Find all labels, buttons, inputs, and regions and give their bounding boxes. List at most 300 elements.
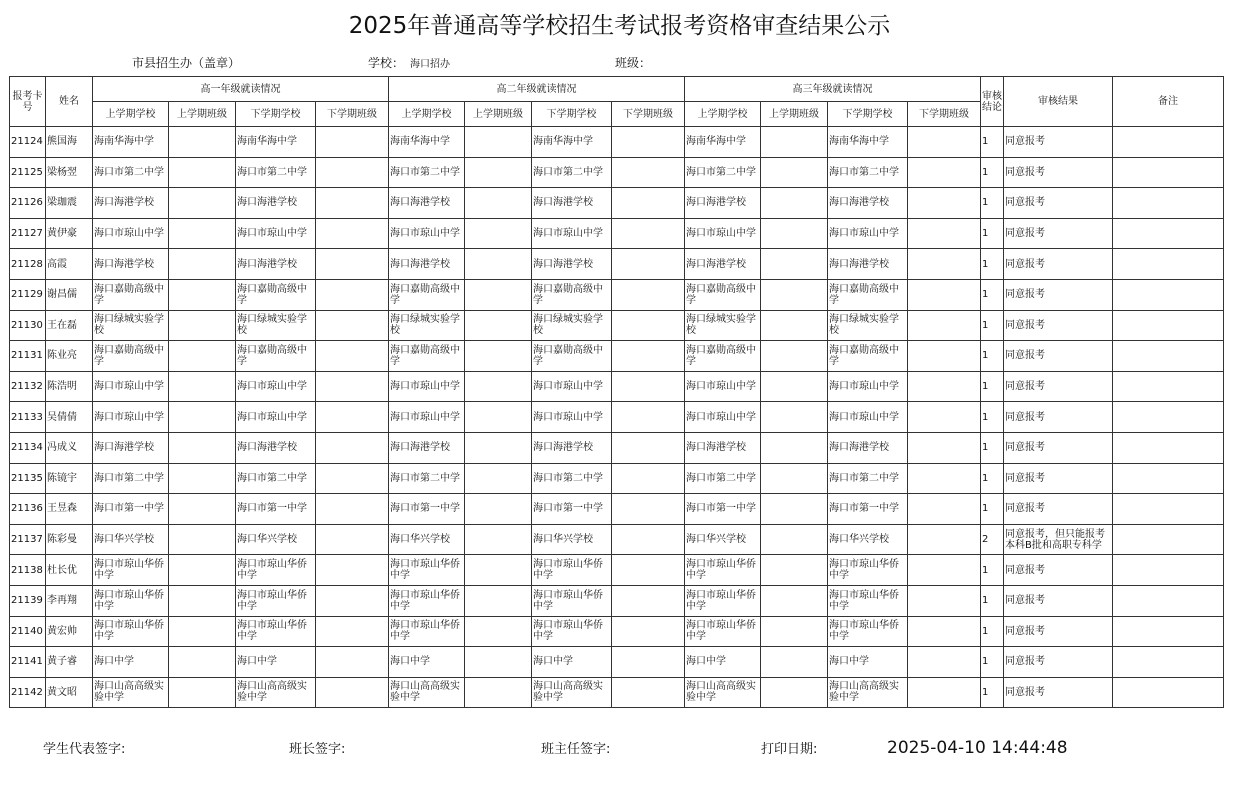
table-row bbox=[10, 432, 1224, 463]
name-cell: 黄文昭 bbox=[46, 677, 93, 708]
second-term-school-cell: 海口嘉勋高级中学 bbox=[532, 341, 612, 372]
second-term-class-cell bbox=[316, 188, 389, 219]
second-term-class-cell bbox=[908, 188, 981, 219]
first-term-school-cell: 海口嘉勋高级中学 bbox=[389, 279, 465, 310]
first-term-class-cell bbox=[465, 188, 532, 219]
results-table bbox=[9, 76, 1224, 708]
second-term-class-cell bbox=[316, 218, 389, 249]
review-result-cell: 同意报考 bbox=[1004, 310, 1113, 341]
remarks-cell bbox=[1113, 371, 1224, 402]
second-term-class-cell bbox=[316, 463, 389, 494]
remarks-cell bbox=[1113, 279, 1224, 310]
second-term-class-cell bbox=[612, 188, 685, 219]
second-term-school-cell: 海口海港学校 bbox=[532, 432, 612, 463]
remarks-cell bbox=[1113, 555, 1224, 586]
first-term-class-cell bbox=[169, 371, 236, 402]
remarks-cell bbox=[1113, 463, 1224, 494]
first-term-school-cell: 海口海港学校 bbox=[93, 432, 169, 463]
first-term-school-cell: 海口市琼山中学 bbox=[685, 371, 761, 402]
second-term-class-cell bbox=[908, 249, 981, 280]
second-term-school-cell: 海口中学 bbox=[532, 647, 612, 678]
table-row bbox=[10, 371, 1224, 402]
header-review-conclusion: 审核结论 bbox=[981, 77, 1004, 127]
first-term-school-cell: 海口华兴学校 bbox=[685, 524, 761, 555]
second-term-class-cell bbox=[316, 310, 389, 341]
first-term-class-cell bbox=[465, 279, 532, 310]
first-term-school-cell: 海口海港学校 bbox=[389, 432, 465, 463]
second-term-school-cell: 海口市琼山中学 bbox=[828, 218, 908, 249]
first-term-class-cell bbox=[465, 524, 532, 555]
header-grade1: 高一年级就读情况 bbox=[93, 77, 389, 102]
header-grade2: 高二年级就读情况 bbox=[389, 77, 685, 102]
review-conclusion-cell: 1 bbox=[981, 555, 1004, 586]
first-term-class-cell bbox=[169, 585, 236, 616]
first-term-school-cell: 海口海港学校 bbox=[685, 249, 761, 280]
review-conclusion-cell: 1 bbox=[981, 585, 1004, 616]
first-term-class-cell bbox=[169, 647, 236, 678]
subheader-cell: 下学期学校 bbox=[828, 102, 908, 127]
first-term-school-cell: 海口中学 bbox=[389, 647, 465, 678]
card-no-cell: 21139 bbox=[10, 585, 46, 616]
name-cell: 黄伊豪 bbox=[46, 218, 93, 249]
review-result-cell: 同意报考 bbox=[1004, 677, 1113, 708]
card-no-cell: 21137 bbox=[10, 524, 46, 555]
review-conclusion-cell: 1 bbox=[981, 249, 1004, 280]
second-term-school-cell: 海口市第一中学 bbox=[532, 494, 612, 525]
first-term-class-cell bbox=[761, 524, 828, 555]
first-term-school-cell: 海口市第二中学 bbox=[685, 463, 761, 494]
second-term-school-cell: 海口海港学校 bbox=[828, 249, 908, 280]
second-term-school-cell: 海口市琼山中学 bbox=[828, 371, 908, 402]
name-cell: 李再翔 bbox=[46, 585, 93, 616]
second-term-school-cell: 海口华兴学校 bbox=[532, 524, 612, 555]
class-label: 班级： bbox=[615, 56, 652, 70]
first-term-school-cell: 海南华海中学 bbox=[685, 127, 761, 158]
first-term-school-cell: 海口绿城实验学校 bbox=[389, 310, 465, 341]
first-term-school-cell: 海南华海中学 bbox=[389, 127, 465, 158]
first-term-class-cell bbox=[169, 341, 236, 372]
second-term-school-cell: 海口嘉勋高级中学 bbox=[236, 279, 316, 310]
subheader-cell: 上学期班级 bbox=[465, 102, 532, 127]
first-term-school-cell: 海口市第二中学 bbox=[93, 157, 169, 188]
name-cell: 熊国海 bbox=[46, 127, 93, 158]
card-no-cell: 21128 bbox=[10, 249, 46, 280]
card-no-cell: 21134 bbox=[10, 432, 46, 463]
review-result-cell: 同意报考 bbox=[1004, 341, 1113, 372]
card-no-cell: 21127 bbox=[10, 218, 46, 249]
first-term-school-cell: 海南华海中学 bbox=[93, 127, 169, 158]
first-term-school-cell: 海口市琼山华侨中学 bbox=[389, 616, 465, 647]
second-term-class-cell bbox=[612, 157, 685, 188]
table-row bbox=[10, 647, 1224, 678]
second-term-class-cell bbox=[908, 157, 981, 188]
first-term-school-cell: 海口嘉勋高级中学 bbox=[389, 341, 465, 372]
review-conclusion-cell: 1 bbox=[981, 188, 1004, 219]
card-no-cell: 21142 bbox=[10, 677, 46, 708]
second-term-class-cell bbox=[612, 402, 685, 433]
second-term-class-cell bbox=[908, 432, 981, 463]
first-term-school-cell: 海口市琼山华侨中学 bbox=[685, 616, 761, 647]
second-term-school-cell: 海口市第二中学 bbox=[532, 157, 612, 188]
review-result-cell: 同意报考 bbox=[1004, 555, 1113, 586]
subheader-cell: 下学期班级 bbox=[908, 102, 981, 127]
first-term-school-cell: 海口市琼山中学 bbox=[685, 218, 761, 249]
second-term-school-cell: 海口市第二中学 bbox=[828, 463, 908, 494]
first-term-school-cell: 海口海港学校 bbox=[93, 188, 169, 219]
review-conclusion-cell: 1 bbox=[981, 616, 1004, 647]
remarks-cell bbox=[1113, 310, 1224, 341]
second-term-class-cell bbox=[316, 432, 389, 463]
header-row-top bbox=[10, 77, 1224, 102]
name-cell: 梁珈震 bbox=[46, 188, 93, 219]
card-no-cell: 21129 bbox=[10, 279, 46, 310]
first-term-school-cell: 海口市第二中学 bbox=[93, 463, 169, 494]
review-result-cell: 同意报考 bbox=[1004, 432, 1113, 463]
review-conclusion-cell: 1 bbox=[981, 494, 1004, 525]
second-term-class-cell bbox=[908, 647, 981, 678]
first-term-school-cell: 海口市琼山中学 bbox=[685, 402, 761, 433]
first-term-school-cell: 海口嘉勋高级中学 bbox=[685, 341, 761, 372]
second-term-school-cell: 海口市琼山中学 bbox=[532, 402, 612, 433]
second-term-school-cell: 海口嘉勋高级中学 bbox=[828, 279, 908, 310]
first-term-school-cell: 海口市第一中学 bbox=[685, 494, 761, 525]
first-term-school-cell: 海口市琼山中学 bbox=[93, 402, 169, 433]
school-value: 海口招办 bbox=[410, 59, 451, 70]
first-term-class-cell bbox=[169, 310, 236, 341]
table-row bbox=[10, 402, 1224, 433]
second-term-class-cell bbox=[316, 494, 389, 525]
first-term-class-cell bbox=[169, 524, 236, 555]
first-term-class-cell bbox=[761, 555, 828, 586]
second-term-class-cell bbox=[316, 341, 389, 372]
review-conclusion-cell: 1 bbox=[981, 432, 1004, 463]
first-term-school-cell: 海口市第二中学 bbox=[389, 157, 465, 188]
first-term-school-cell: 海口中学 bbox=[93, 647, 169, 678]
name-cell: 高霞 bbox=[46, 249, 93, 280]
page-title: 2025年普通高等学校招生考试报考资格审查结果公示 bbox=[348, 13, 891, 39]
first-term-class-cell bbox=[465, 249, 532, 280]
name-cell: 陈彩曼 bbox=[46, 524, 93, 555]
card-no-cell: 21126 bbox=[10, 188, 46, 219]
second-term-class-cell bbox=[612, 463, 685, 494]
second-term-school-cell: 海口山高高级实验中学 bbox=[828, 677, 908, 708]
first-term-school-cell: 海口市琼山华侨中学 bbox=[389, 555, 465, 586]
second-term-class-cell bbox=[316, 279, 389, 310]
second-term-class-cell bbox=[316, 677, 389, 708]
first-term-school-cell: 海口市琼山中学 bbox=[389, 402, 465, 433]
second-term-school-cell: 海口嘉勋高级中学 bbox=[828, 341, 908, 372]
name-cell: 黄子睿 bbox=[46, 647, 93, 678]
second-term-school-cell: 海口海港学校 bbox=[828, 188, 908, 219]
second-term-class-cell bbox=[908, 402, 981, 433]
first-term-school-cell: 海口嘉勋高级中学 bbox=[93, 279, 169, 310]
first-term-school-cell: 海口山高高级实验中学 bbox=[685, 677, 761, 708]
card-no-cell: 21141 bbox=[10, 647, 46, 678]
first-term-school-cell: 海口嘉勋高级中学 bbox=[685, 279, 761, 310]
second-term-school-cell: 海口市琼山华侨中学 bbox=[532, 555, 612, 586]
school-label: 学校： bbox=[368, 56, 405, 70]
remarks-cell bbox=[1113, 249, 1224, 280]
first-term-class-cell bbox=[169, 677, 236, 708]
remarks-cell bbox=[1113, 524, 1224, 555]
remarks-cell bbox=[1113, 616, 1224, 647]
first-term-class-cell bbox=[465, 310, 532, 341]
review-result-cell: 同意报考 bbox=[1004, 616, 1113, 647]
remarks-cell bbox=[1113, 402, 1224, 433]
second-term-class-cell bbox=[316, 249, 389, 280]
name-cell: 谢昌儒 bbox=[46, 279, 93, 310]
first-term-class-cell bbox=[169, 279, 236, 310]
second-term-school-cell: 海口山高高级实验中学 bbox=[236, 677, 316, 708]
card-no-cell: 21132 bbox=[10, 371, 46, 402]
first-term-school-cell: 海口华兴学校 bbox=[93, 524, 169, 555]
second-term-class-cell bbox=[316, 585, 389, 616]
review-result-cell: 同意报考 bbox=[1004, 218, 1113, 249]
second-term-school-cell: 海口市琼山华侨中学 bbox=[828, 555, 908, 586]
print-date-value: 2025-04-10 14:44:48 bbox=[887, 738, 1068, 758]
card-no-cell: 21140 bbox=[10, 616, 46, 647]
school-field bbox=[368, 55, 450, 73]
second-term-class-cell bbox=[612, 341, 685, 372]
name-cell: 吴倩倩 bbox=[46, 402, 93, 433]
remarks-cell bbox=[1113, 494, 1224, 525]
table-row bbox=[10, 524, 1224, 555]
first-term-school-cell: 海口市琼山中学 bbox=[93, 218, 169, 249]
second-term-class-cell bbox=[316, 647, 389, 678]
card-no-cell: 21131 bbox=[10, 341, 46, 372]
second-term-class-cell bbox=[908, 585, 981, 616]
review-result-cell: 同意报考 bbox=[1004, 157, 1113, 188]
name-cell: 杜长优 bbox=[46, 555, 93, 586]
first-term-school-cell: 海口市第二中学 bbox=[389, 463, 465, 494]
first-term-class-cell bbox=[169, 188, 236, 219]
second-term-school-cell: 海口市琼山华侨中学 bbox=[236, 585, 316, 616]
name-cell: 王昱森 bbox=[46, 494, 93, 525]
first-term-school-cell: 海口华兴学校 bbox=[389, 524, 465, 555]
second-term-class-cell bbox=[908, 310, 981, 341]
first-term-school-cell: 海口海港学校 bbox=[389, 249, 465, 280]
second-term-school-cell: 海口市琼山华侨中学 bbox=[828, 585, 908, 616]
first-term-class-cell bbox=[465, 432, 532, 463]
header-review-result: 审核结果 bbox=[1004, 77, 1113, 127]
first-term-school-cell: 海口市第一中学 bbox=[93, 494, 169, 525]
subheader-cell: 上学期学校 bbox=[389, 102, 465, 127]
first-term-class-cell bbox=[761, 585, 828, 616]
second-term-class-cell bbox=[612, 647, 685, 678]
remarks-cell bbox=[1113, 341, 1224, 372]
first-term-class-cell bbox=[465, 157, 532, 188]
second-term-class-cell bbox=[316, 127, 389, 158]
second-term-school-cell: 海口市琼山华侨中学 bbox=[236, 555, 316, 586]
review-conclusion-cell: 1 bbox=[981, 157, 1004, 188]
first-term-class-cell bbox=[465, 585, 532, 616]
first-term-school-cell: 海口海港学校 bbox=[93, 249, 169, 280]
second-term-class-cell bbox=[908, 371, 981, 402]
table-row bbox=[10, 494, 1224, 525]
name-cell: 梁杨翌 bbox=[46, 157, 93, 188]
review-conclusion-cell: 1 bbox=[981, 677, 1004, 708]
review-result-cell: 同意报考 bbox=[1004, 188, 1113, 219]
second-term-class-cell bbox=[612, 677, 685, 708]
review-result-cell: 同意报考 bbox=[1004, 463, 1113, 494]
second-term-school-cell: 海口海港学校 bbox=[532, 249, 612, 280]
second-term-class-cell bbox=[908, 279, 981, 310]
first-term-school-cell: 海口市第二中学 bbox=[685, 157, 761, 188]
table-row bbox=[10, 341, 1224, 372]
first-term-school-cell: 海口市琼山中学 bbox=[389, 371, 465, 402]
second-term-school-cell: 海口华兴学校 bbox=[828, 524, 908, 555]
review-conclusion-cell: 1 bbox=[981, 402, 1004, 433]
subheader-cell: 上学期班级 bbox=[761, 102, 828, 127]
subheader-cell: 上学期学校 bbox=[93, 102, 169, 127]
first-term-class-cell bbox=[169, 249, 236, 280]
second-term-school-cell: 海口海港学校 bbox=[236, 432, 316, 463]
review-conclusion-cell: 1 bbox=[981, 463, 1004, 494]
second-term-school-cell: 海口市琼山华侨中学 bbox=[532, 585, 612, 616]
second-term-class-cell bbox=[908, 127, 981, 158]
first-term-school-cell: 海口海港学校 bbox=[685, 432, 761, 463]
table-row bbox=[10, 249, 1224, 280]
review-result-cell: 同意报考，但只能报考本科B批和高职专科学 bbox=[1004, 524, 1113, 555]
second-term-school-cell: 海口绿城实验学校 bbox=[532, 310, 612, 341]
second-term-school-cell: 海口海港学校 bbox=[236, 249, 316, 280]
remarks-cell bbox=[1113, 218, 1224, 249]
second-term-class-cell bbox=[316, 616, 389, 647]
first-term-class-cell bbox=[761, 677, 828, 708]
subheader-cell: 上学期学校 bbox=[685, 102, 761, 127]
second-term-class-cell bbox=[612, 524, 685, 555]
first-term-class-cell bbox=[169, 463, 236, 494]
review-conclusion-cell: 1 bbox=[981, 127, 1004, 158]
first-term-class-cell bbox=[465, 341, 532, 372]
second-term-school-cell: 海口华兴学校 bbox=[236, 524, 316, 555]
subheader-cell: 下学期班级 bbox=[612, 102, 685, 127]
first-term-class-cell bbox=[761, 249, 828, 280]
second-term-class-cell bbox=[316, 555, 389, 586]
first-term-class-cell bbox=[761, 494, 828, 525]
header-remarks: 备注 bbox=[1113, 77, 1224, 127]
subheader-cell: 下学期班级 bbox=[316, 102, 389, 127]
review-result-cell: 同意报考 bbox=[1004, 494, 1113, 525]
review-result-cell: 同意报考 bbox=[1004, 371, 1113, 402]
second-term-school-cell: 海口海港学校 bbox=[236, 188, 316, 219]
first-term-class-cell bbox=[465, 555, 532, 586]
first-term-class-cell bbox=[465, 402, 532, 433]
first-term-school-cell: 海口山高高级实验中学 bbox=[389, 677, 465, 708]
subheader-cell: 上学期班级 bbox=[169, 102, 236, 127]
second-term-class-cell bbox=[908, 616, 981, 647]
review-result-cell: 同意报考 bbox=[1004, 279, 1113, 310]
remarks-cell bbox=[1113, 157, 1224, 188]
first-term-class-cell bbox=[761, 310, 828, 341]
table-row bbox=[10, 310, 1224, 341]
table-body bbox=[10, 127, 1224, 708]
monitor-signature: 班长签字: bbox=[289, 742, 346, 757]
first-term-school-cell: 海口绿城实验学校 bbox=[685, 310, 761, 341]
first-term-class-cell bbox=[465, 371, 532, 402]
first-term-class-cell bbox=[761, 127, 828, 158]
second-term-class-cell bbox=[612, 310, 685, 341]
second-term-school-cell: 海口嘉勋高级中学 bbox=[532, 279, 612, 310]
first-term-class-cell bbox=[169, 494, 236, 525]
second-term-class-cell bbox=[908, 555, 981, 586]
review-conclusion-cell: 1 bbox=[981, 310, 1004, 341]
review-result-cell: 同意报考 bbox=[1004, 249, 1113, 280]
first-term-class-cell bbox=[169, 555, 236, 586]
review-result-cell: 同意报考 bbox=[1004, 585, 1113, 616]
review-conclusion-cell: 1 bbox=[981, 647, 1004, 678]
first-term-class-cell bbox=[465, 218, 532, 249]
subheader-cell: 下学期学校 bbox=[532, 102, 612, 127]
first-term-school-cell: 海口嘉勋高级中学 bbox=[93, 341, 169, 372]
remarks-cell bbox=[1113, 127, 1224, 158]
second-term-class-cell bbox=[612, 127, 685, 158]
first-term-class-cell bbox=[465, 616, 532, 647]
second-term-class-cell bbox=[612, 585, 685, 616]
first-term-class-cell bbox=[465, 677, 532, 708]
second-term-school-cell: 海口中学 bbox=[236, 647, 316, 678]
first-term-school-cell: 海口市琼山华侨中学 bbox=[389, 585, 465, 616]
second-term-class-cell bbox=[612, 555, 685, 586]
second-term-class-cell bbox=[908, 341, 981, 372]
first-term-class-cell bbox=[761, 157, 828, 188]
first-term-class-cell bbox=[761, 432, 828, 463]
remarks-cell bbox=[1113, 585, 1224, 616]
first-term-class-cell bbox=[169, 157, 236, 188]
name-cell: 陈浩明 bbox=[46, 371, 93, 402]
second-term-school-cell: 海口市第一中学 bbox=[236, 494, 316, 525]
table-row bbox=[10, 218, 1224, 249]
second-term-school-cell: 海口市第二中学 bbox=[828, 157, 908, 188]
second-term-school-cell: 海南华海中学 bbox=[828, 127, 908, 158]
first-term-school-cell: 海口市琼山华侨中学 bbox=[685, 555, 761, 586]
second-term-class-cell bbox=[316, 402, 389, 433]
second-term-school-cell: 海口嘉勋高级中学 bbox=[236, 341, 316, 372]
table-row bbox=[10, 555, 1224, 586]
first-term-class-cell bbox=[761, 402, 828, 433]
table-row bbox=[10, 585, 1224, 616]
remarks-cell bbox=[1113, 432, 1224, 463]
second-term-class-cell bbox=[612, 432, 685, 463]
table-row bbox=[10, 616, 1224, 647]
second-term-class-cell bbox=[908, 494, 981, 525]
second-term-school-cell: 海口海港学校 bbox=[532, 188, 612, 219]
review-conclusion-cell: 1 bbox=[981, 218, 1004, 249]
review-conclusion-cell: 1 bbox=[981, 341, 1004, 372]
second-term-class-cell bbox=[908, 677, 981, 708]
first-term-class-cell bbox=[465, 127, 532, 158]
first-term-class-cell bbox=[761, 463, 828, 494]
second-term-class-cell bbox=[908, 524, 981, 555]
second-term-school-cell: 海口市琼山中学 bbox=[236, 402, 316, 433]
second-term-class-cell bbox=[316, 371, 389, 402]
card-no-cell: 21136 bbox=[10, 494, 46, 525]
second-term-school-cell: 海口市琼山华侨中学 bbox=[236, 616, 316, 647]
first-term-school-cell: 海口市琼山中学 bbox=[389, 218, 465, 249]
table-row bbox=[10, 463, 1224, 494]
second-term-school-cell: 海南华海中学 bbox=[236, 127, 316, 158]
second-term-class-cell bbox=[612, 218, 685, 249]
second-term-school-cell: 海口中学 bbox=[828, 647, 908, 678]
second-term-class-cell bbox=[612, 249, 685, 280]
card-no-cell: 21138 bbox=[10, 555, 46, 586]
second-term-school-cell: 海口市琼山中学 bbox=[236, 218, 316, 249]
review-conclusion-cell: 1 bbox=[981, 279, 1004, 310]
first-term-class-cell bbox=[169, 616, 236, 647]
header-name: 姓名 bbox=[46, 77, 93, 127]
first-term-class-cell bbox=[169, 432, 236, 463]
remarks-cell bbox=[1113, 647, 1224, 678]
